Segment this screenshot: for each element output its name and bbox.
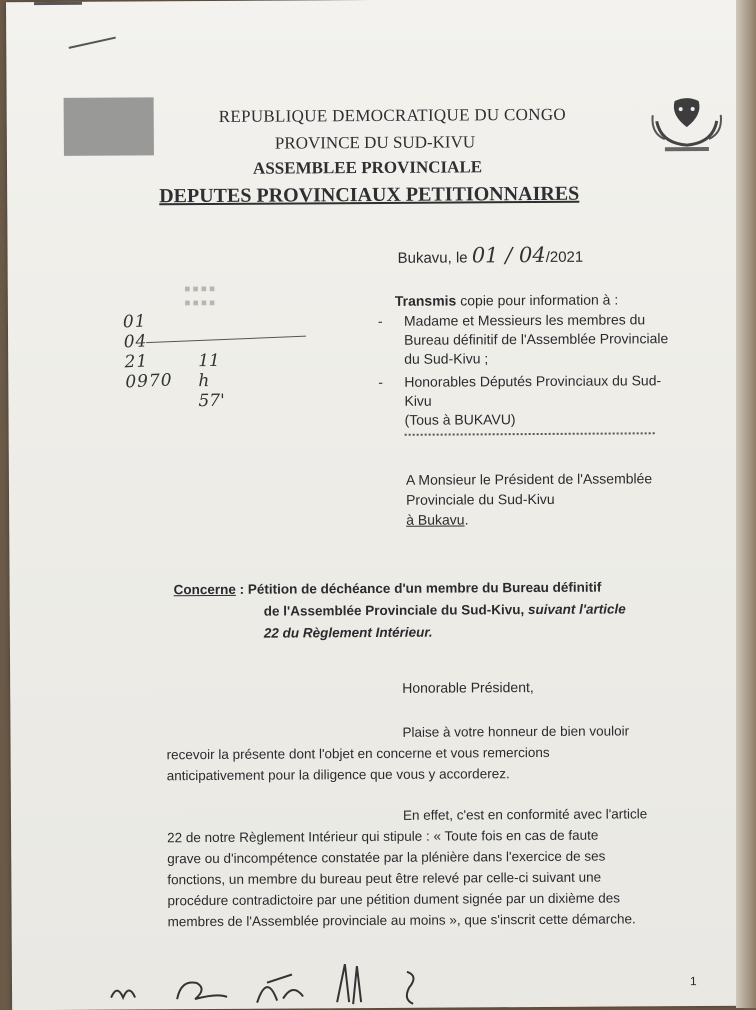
- recipients-location: (Tous à BUKAVU): [404, 411, 516, 428]
- subject-label: Concerne: [173, 581, 236, 598]
- subject-block: Concerne : Pétition de déchéance d'un membre du Bureau définitif de l'Assemblée Provinciale du Sud-Kivu, suivant l'article 22 du Règlement Intérieur.: [173, 579, 626, 641]
- header-petitioners: DEPUTES PROVINCIAUX PETITIONNAIRES: [159, 182, 580, 208]
- date-line: [397, 242, 584, 268]
- paragraph-2: En effet, c'est en conformité avec l'article 22 de notre Règlement Intérieur qui stipule : « Toute fois en cas de faute grave ou d'incompétence constatée par la plénière dans l'exercice de ses fonctions, un membre du bureau peut être relevé par celle-ci suivant une procédure contradictoire par une pétition dument signée par un dixième des membres de l'Assemblée provinciale au moins », que s'inscrit cette démarche.: [167, 806, 648, 930]
- list-item: - Madame et Messieurs les membres du Bureau définitif de l'Assemblée Provinciale du Sud-Kivu ;: [377, 311, 669, 367]
- document-page: REPUBLIQUE DEMOCRATIQUE DU CONGO PROVINCE DU SUD-KIVU ASSEMBLEE PROVINCIALE DEPUTES PROVINCIAUX PETITIONNAIRES Bukavu, le 01 / 04/2021 ▪▪▪▪ ▪▪▪▪ 01 04 21 0970 11 h 57' Transmis copie pour information à : - Madame et Messieurs les membres du Bureau définitif de l'Assemblée Provinciale du Sud-Kivu ; - Honorables Députés Provinciaux du Sud- Kivu (Tous à BUKAVU) A Monsieur le Président de l'Assemblée Provinciale du Sud-Kivu à Bukavu. Concerne : Pétition de déchéance d'un membre du Bureau définitif de l'Assemblée Provinciale du Sud-Kivu, suivant l'article 22 du Règlement Intérieur. Honorable Président, Plaise à votre honneur de bien vouloir recevoir la présente dont l'objet en concerne et vous remercions anticipativement pour la diligence que vous y accorderez. En effet, c'est en conformité avec l'article 22 de notre Règlement Intérieur qui stipule : « Toute fois en cas de faute grave ou d'incompétence constatée par la plénière dans l'exercice de ses fonctions, un membre du bureau peut être relevé par celle-ci suivant une procédure contradictoire par une pétition dument signée par un dixième des membres de l'Assemblée provinciale au moins », que s'inscrit cette démarche. 1: [6, 0, 744, 1010]
- page-number: 1: [689, 974, 697, 989]
- handwritten-date: 01 / 04: [471, 242, 546, 268]
- table-edge: [736, 0, 756, 1008]
- recipients-list: [378, 310, 679, 411]
- header-assembly: ASSEMBLEE PROVINCIALE: [252, 157, 483, 178]
- header-province: PROVINCE DU SUD-KIVU: [274, 132, 476, 153]
- header-republic: REPUBLIQUE DEMOCRATIQUE DU CONGO: [218, 104, 566, 126]
- stamp-time: 11 h 57': [198, 350, 225, 412]
- stamp-reference: 01 04 21 0970: [122, 311, 174, 393]
- addressee-block: A Monsieur le Président de l'Assemblée Provinciale du Sud-Kivu à Bukavu.: [405, 470, 653, 528]
- paragraph-1: Plaise à votre honneur de bien vouloir recevoir la présente dont l'objet en concerne et vous remercions anticipativement pour la diligence que vous y accorderez.: [166, 723, 630, 784]
- coat-of-arms-icon: [647, 93, 727, 155]
- list-item: - Honorables Députés Provinciaux du Sud- Kivu: [378, 372, 662, 409]
- handwritten-signatures: [107, 952, 447, 1010]
- redacted-block: [64, 97, 154, 156]
- dotted-separator: [405, 432, 655, 436]
- pen-mark: [69, 37, 116, 49]
- date-prefix: Bukavu, le: [397, 249, 468, 267]
- greeting: Honorable Président,: [402, 679, 534, 696]
- top-mark: [34, 2, 82, 5]
- transmis-line: Transmis copie pour information à :: [394, 291, 619, 309]
- date-year: /2021: [545, 248, 584, 266]
